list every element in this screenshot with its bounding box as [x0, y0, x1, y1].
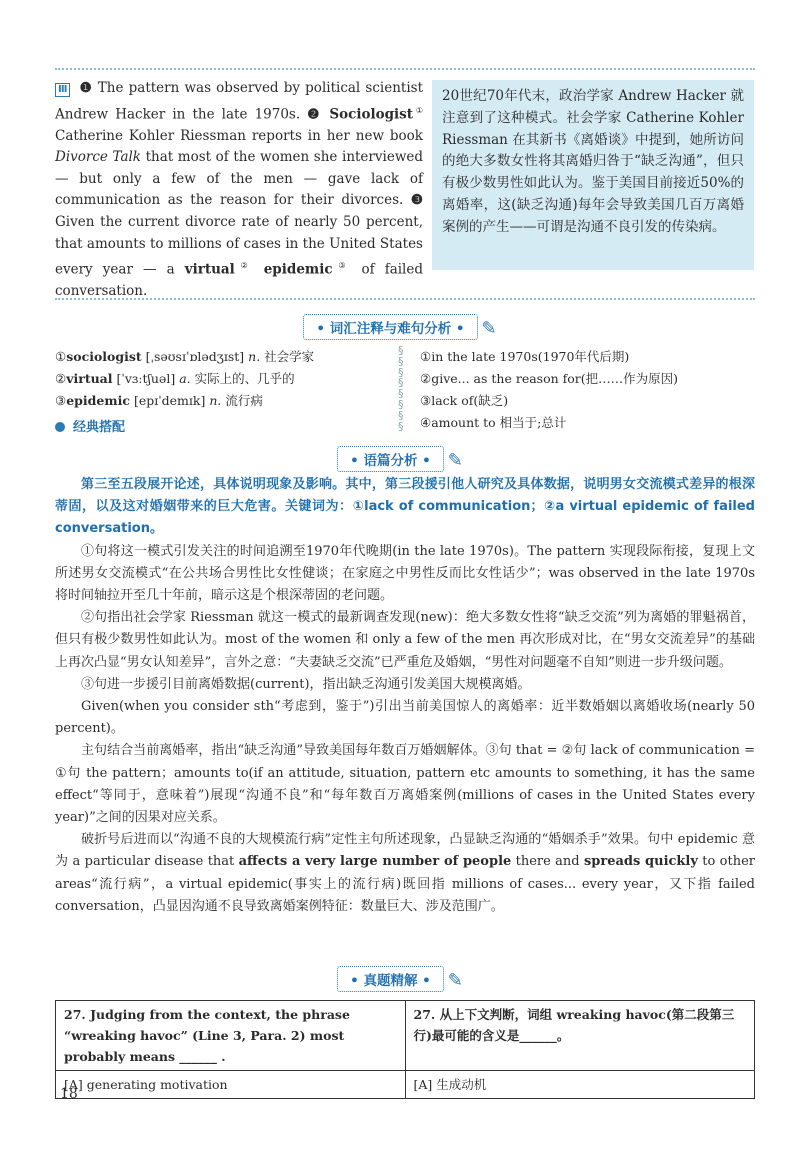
table-row	[56, 1001, 755, 1071]
question-table	[55, 1000, 755, 1099]
sentence-3-number: ❸	[410, 192, 424, 209]
sentence-2b: that most of the women she interviewed — but only a few of the men — gave lack of communication as the reason for their divorces.	[55, 149, 423, 209]
vocab-word-virtual: virtual	[184, 261, 235, 278]
vocab-word-epidemic: epidemic	[263, 261, 333, 278]
vocab-word-sociologist: Sociologist	[329, 106, 413, 123]
phrase-item: ④amount to 相当于;总计	[420, 415, 567, 430]
vocab-banner	[0, 314, 800, 340]
sentence-3a: Given the current divorce rate of nearly 50 percent, that amounts to millions of cases in the United States every year — a	[55, 214, 423, 278]
analysis-paragraph: ①句将这一模式引发关注的时间追溯至1970年代晚期(in the late 1970s)。The pattern 实现段际衔接，复现上文所述男女交流模式“在公共场合男性比女性健谈；在家庭之中男性反而比女性话少”；was observed in the late 1970s 将时间轴拉开至几十年前，暗示这是个根深蒂固的老问题。	[55, 543, 755, 604]
analysis-paragraph: ②句指出社会学家 Riessman 就这一模式的最新调查发现(new)：绝大多数女性将“缺乏交流”列为离婚的罪魁祸首，但只有极少数男性如此认为。most of the women 和 only a few of the men 再次形成对比，在“男女交流差异”的基础上再次凸显“男女认知差异”，言外之意：“夫妻缺乏交流”已严重危及婚姻，“男性对问题毫不自知”则进一步升级问题。	[55, 610, 755, 670]
vocab-item: ③epidemic [epɪˈdemɪk] n. 流行病	[55, 393, 263, 408]
sentence-2a: Catherine Kohler Riessman reports in her new book	[55, 127, 423, 144]
vocab-list	[55, 346, 395, 412]
analysis-body	[55, 474, 755, 918]
phrase-list	[420, 346, 750, 434]
english-passage	[55, 78, 423, 303]
analysis-paragraph: Given(when you consider sth“考虑到，鉴于”)引出当前美国惊人的离婚率：近半数婚姻以离婚收场(nearly 50 percent)。	[55, 699, 755, 737]
page-number: 18	[60, 1086, 78, 1102]
exam-title: • 真题精解 •	[337, 966, 444, 992]
collocation-heading: 经典搭配	[55, 416, 125, 435]
phrase-item: ②give... as the reason for(把……作为原因)	[420, 371, 679, 386]
analysis-title: • 语篇分析 •	[337, 446, 444, 472]
sentence-1-number: ❶	[79, 80, 93, 96]
question-en: 27. Judging from the context, the phrase “wreaking havoc” (Line 3, Para. 2) most probably means ______ .	[56, 1001, 406, 1071]
exam-banner	[0, 966, 800, 992]
phrase-item: ①in the late 1970s(1970年代后期)	[420, 349, 630, 364]
analysis-paragraph: 破折号后进而以“沟通不良的大规模流行病”定性主句所述现象，凸显缺乏沟通的“婚姻杀手”效果。句中 epidemic 意为 a particular disease that affects a very large number of people there and spreads quickly to other areas“流行病”，a virtual epidemic(事实上的流行病)既回指 millions of cases... every year，又下指 failed conversation，凸显因沟通不良导致离婚案例特征：数量巨大、涉及范围广。	[55, 832, 755, 914]
footnote-mark-1: ①	[413, 105, 423, 115]
option-a-en: [A] generating motivation	[56, 1071, 406, 1099]
analysis-lead: 第三至五段展开论述，具体说明现象及影响。其中，第三段援引他人研究及具体数据，说明男女交流模式差异的根深蒂固，以及这对婚姻带来的巨大危害。关键词为：①lack of communication；②a virtual epidemic of failed conversation。	[55, 477, 755, 537]
wavy-divider: § § § § § § § §	[398, 344, 404, 433]
quill-pen-icon: ✎	[481, 318, 497, 339]
vocab-title: • 词汇注释与难句分析 •	[303, 314, 477, 340]
sentence-3b: of failed conversation.	[55, 261, 424, 300]
sentence-2-number: ❷	[307, 106, 323, 123]
analysis-paragraph: 主句结合当前离婚率，指出“缺乏沟通”导致美国每年数百万婚姻解体。③句 that = ②句 lack of communication = ①句 the pattern；amounts to(if an attitude, situation, pattern etc amounts to something, it has the same effect“等同于，意味着”)展现“沟通不良”和“每年数百万离婚案例(millions of cases in the United States every year)”之间的因果对应关系。	[55, 743, 755, 826]
analysis-banner	[0, 446, 800, 472]
middle-dotted-rule	[55, 298, 755, 300]
analysis-paragraph: ③句进一步援引目前离婚数据(current)，指出缺乏沟通引发美国大规模离婚。	[81, 676, 531, 692]
quill-pen-icon: ✎	[447, 970, 463, 991]
bullet-dot-icon	[55, 422, 65, 432]
vocab-item: ①sociologist [ˌsəʊsɪˈɒlədʒɪst] n. 社会学家	[55, 349, 315, 364]
option-a-zh: [A] 生成动机	[405, 1071, 755, 1099]
footnote-mark-3: ③	[332, 261, 352, 271]
chinese-translation: 20世纪70年代末，政治学家 Andrew Hacker 就注意到了这种模式。社会学家 Catherine Kohler Riessman 在其新书《离婚谈》中提到，她所访问的绝大多数女性将其离婚归咎于“缺乏沟通”，但只有极少数男性如此认为。鉴于美国目前接近50%的离婚率，这(缺乏沟通)每年会导致美国几百万离婚案例的产生——可谓是沟通不良引发的传染病。	[432, 80, 754, 270]
top-dotted-rule	[55, 68, 755, 70]
footnote-mark-2: ②	[234, 261, 254, 271]
table-row	[56, 1071, 755, 1099]
vocab-item: ②virtual [ˈvɜːtʃuəl] a. 实际上的、几乎的	[55, 371, 295, 386]
phrase-item: ③lack of(缺乏)	[420, 393, 509, 408]
question-zh: 27. 从上下文判断，词组 wreaking havoc(第二段第三行)最可能的含义是______。	[405, 1001, 755, 1071]
book-title: Divorce Talk	[55, 149, 141, 166]
section-mark: Ⅲ	[55, 83, 70, 97]
sentence-1: The pattern was observed by political scientist Andrew Hacker in the late 1970s.	[55, 80, 423, 123]
quill-pen-icon: ✎	[447, 450, 463, 471]
